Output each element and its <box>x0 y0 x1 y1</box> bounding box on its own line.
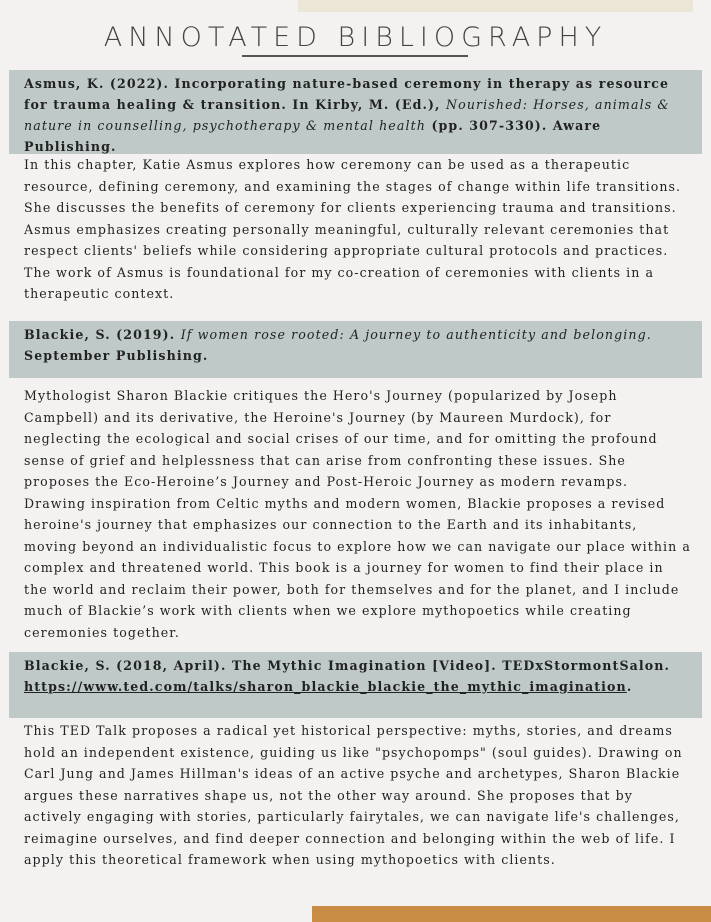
annotation-blackie-2018: This TED Talk proposes a radical yet historical perspective: myths, stories, and dreams hold an independent existence, guiding us like "psychopomps" (soul guides). Drawing on Carl Jung and James Hillman's ideas of an active psyche and archetypes, Sharon Blackie argues these narratives shape us, not the other way around. She proposes that by actively engaging with stories, particularly fairytales, we can navigate life's challenges, reimagine ourselves, and find deeper connection and belonging within the web of life. I apply this theoretical framework when using mythopoetics with clients. <box>24 723 683 867</box>
citation-text: Blackie, S. (2018, April). The Mythic Imagination [Video]. TEDxStormontSalon. <box>24 658 671 673</box>
page-title: ANNOTATED BIBLIOGRAPHY <box>103 22 608 53</box>
citation-text: . <box>626 679 633 694</box>
citation-book-title: Nourished: Horses, animals & nature in counselling, psychotherapy & mental health <box>24 97 670 133</box>
citation-blackie-2019 <box>9 321 702 378</box>
citation-text: Blackie, S. (2019). <box>24 327 181 342</box>
annotation-asmus-2022: In this chapter, Katie Asmus explores how ceremony can be used as a therapeutic resource, defining ceremony, and examining the stages of change within life transitions. She discusses the benefits of ceremony for clients experiencing trauma and transitions. Asmus emphasizes creating personally meaningful, culturally relevant ceremonies that respect clients' beliefs while considering appropriate cultural protocols and practices. The work of Asmus is foundational for my co-creation of ceremonies with clients in a therapeutic context. <box>24 157 682 301</box>
top-accent-bar <box>298 0 693 12</box>
annotation-blackie-2019: Mythologist Sharon Blackie critiques the Hero's Journey (popularized by Joseph Campbell) and its derivative, the Heroine's Journey (by Maureen Murdock), for neglecting the ecological and social crises of our time, and for omitting the profound sense of grief and helplessness that can arise from confronting these issues. She proposes the Eco-Heroine’s Journey and Post-Heroic Journey as modern revamps. Drawing inspiration from Celtic myths and modern women, Blackie proposes a revised heroine's journey that emphasizes our connection to the Earth and its inhabitants, moving beyond an individualistic focus to explore how we can navigate our place within a complex and threatened world. This book is a journey for women to find their place in the world and reclaim their power, both for themselves and for the planet, and I include much of Blackie’s work with clients when we explore mythopoetics while creating ceremonies together. <box>24 388 691 640</box>
citation-asmus-2022 <box>9 70 702 154</box>
citation-text: September Publishing. <box>24 348 209 363</box>
bottom-accent-bar <box>312 906 711 922</box>
citation-blackie-2018 <box>9 652 702 718</box>
citation-book-title: If women rose rooted: A journey to authenticity and belonging. <box>180 327 652 342</box>
citation-text: (pp. 307-330). Aware Publishing. <box>24 118 602 154</box>
ted-talk-link[interactable]: https://www.ted.com/talks/sharon_blackie_blackie_the_mythic_imagination <box>24 679 627 694</box>
title-underline <box>242 55 468 57</box>
citation-text: Asmus, K. (2022). Incorporating nature-based ceremony in therapy as resource for trauma healing & transition. In Kirby, M. (Ed.), <box>24 76 670 112</box>
